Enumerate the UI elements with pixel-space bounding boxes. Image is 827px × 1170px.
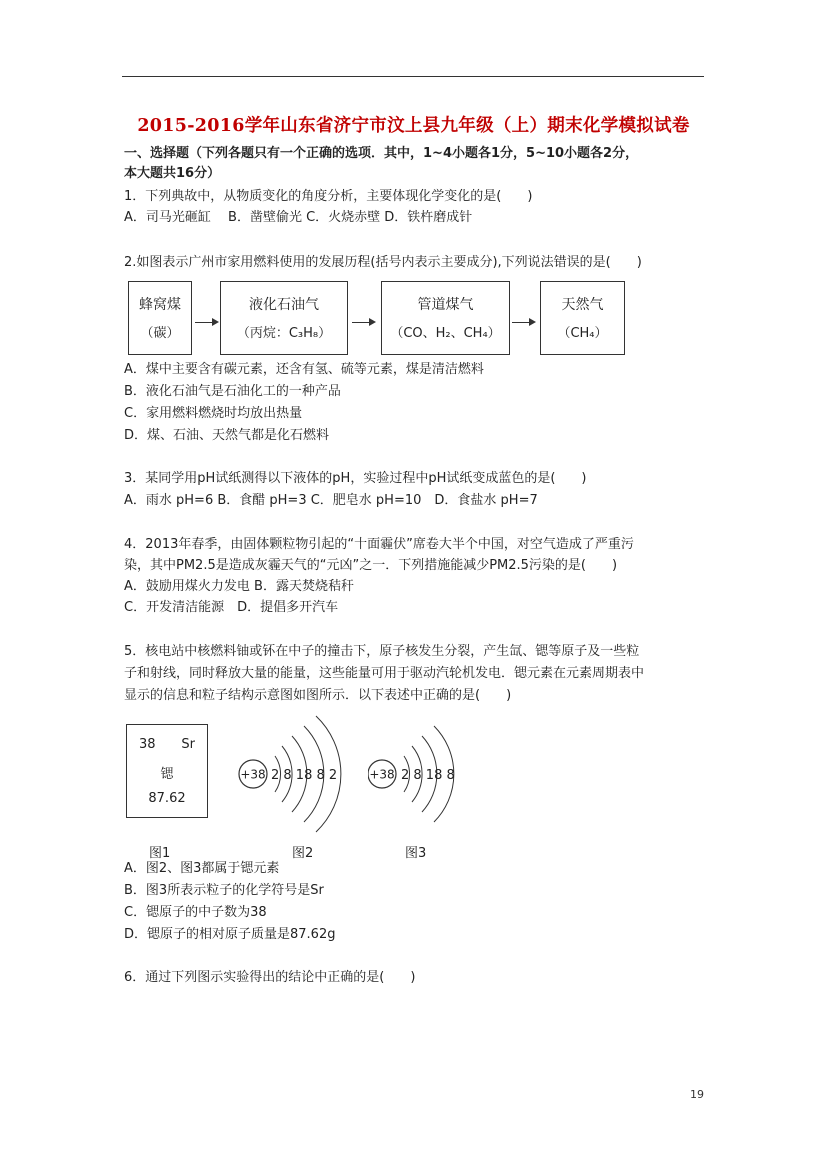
fuel-composition: （碳） xyxy=(140,326,180,341)
electron-counts: 2 8 18 8 xyxy=(401,768,455,783)
fuel-box-natural-gas xyxy=(540,281,625,355)
q3-options: A．雨水 pH=6 B．食醋 pH=3 C．肥皂水 pH=10 D．食盐水 pH=7 xyxy=(124,493,538,508)
q6-stem: 6．通过下列图示实验得出的结论中正确的是( ) xyxy=(124,970,416,985)
q2-option-a: A．煤中主要含有碳元素，还含有氢、硫等元素，煤是清洁燃料 xyxy=(124,362,484,377)
fuel-composition: （CO、H₂、CH₄） xyxy=(390,326,501,341)
fuel-composition: （CH₄） xyxy=(557,326,608,341)
atomic-mass: 87.62 xyxy=(148,791,186,806)
arrow-icon xyxy=(352,322,374,323)
atom-structure-diagram-fig3 xyxy=(368,712,478,836)
q5-stem-cont2: 显示的信息和粒子结构示意图如图所示．以下表述中正确的是( ) xyxy=(124,688,512,703)
figure-caption-3: 图3 xyxy=(405,846,427,861)
fuel-name: 液化石油气 xyxy=(249,297,319,313)
q4-stem: 4．2013年春季，由固体颗粒物引起的“十面霾伏”席卷大半个中国，对空气造成了严重污 xyxy=(124,537,634,552)
electron-counts: 2 8 18 8 2 xyxy=(271,768,338,783)
figure-caption-1: 图1 xyxy=(149,846,171,861)
q2-option-b: B．液化石油气是石油化工的一种产品 xyxy=(124,384,341,399)
nucleus-charge: +38 xyxy=(240,767,266,782)
fuel-composition: （丙烷：C₃H₈） xyxy=(236,326,332,341)
section-heading: 一、选择题（下列各题只有一个正确的选项．其中，1~4小题各1分，5~10小题各2分， xyxy=(124,146,639,161)
page-title: 2015-2016学年山东省济宁市汶上县九年级（上）期末化学模拟试卷 xyxy=(137,116,690,136)
section-heading-cont: 本大题共16分） xyxy=(124,166,221,181)
q2-stem: 2.如图表示广州市家用燃料使用的发展历程(括号内表示主要成分),下列说法错误的是( ) xyxy=(124,255,642,270)
q5-option-b: B．图3所表示粒子的化学符号是Sr xyxy=(124,883,324,898)
fuel-box-honeycomb-coal xyxy=(128,281,192,355)
fuel-name: 天然气 xyxy=(561,297,604,313)
fuel-name: 蜂窝煤 xyxy=(139,297,181,313)
q5-option-c: C．锶原子的中子数为38 xyxy=(124,905,267,920)
q1-options: A．司马光砸缸 B．凿壁偷光 C．火烧赤壁 D．铁杵磨成针 xyxy=(124,210,473,225)
element-name: 锶 xyxy=(160,767,174,782)
q5-stem: 5．核电站中核燃料铀或钚在中子的撞击下，原子核发生分裂，产生氙、锶等原子及一些粒 xyxy=(124,644,640,659)
figure-caption-2: 图2 xyxy=(292,846,314,861)
arrow-icon xyxy=(512,322,534,323)
header-rule xyxy=(122,76,704,77)
fuel-box-lpg xyxy=(220,281,348,355)
atomic-number: 38 xyxy=(139,737,156,752)
fuel-name: 管道煤气 xyxy=(417,297,474,313)
nucleus-charge: +38 xyxy=(369,767,395,782)
element-symbol: Sr xyxy=(181,737,195,752)
fuel-box-pipeline-gas xyxy=(381,281,510,355)
q5-stem-cont: 子和射线，同时释放大量的能量，这些能量可用于驱动汽轮机发电．锶元素在元素周期表中 xyxy=(124,666,645,681)
q5-option-d: D．锶原子的相对原子质量是87.62g xyxy=(124,927,336,942)
q4-options-cd: C．开发清洁能源 D．提倡多开汽车 xyxy=(124,600,339,615)
q2-option-c: C．家用燃料燃烧时均放出热量 xyxy=(124,406,303,421)
page-number: 19 xyxy=(690,1088,704,1101)
q4-stem-cont: 染，其中PM2.5是造成灰霾天气的“元凶”之一．下列措施能减少PM2.5污染的是( ) xyxy=(124,558,618,573)
q3-stem: 3．某同学用pH试纸测得以下液体的pH，实验过程中pH试纸变成蓝色的是( ) xyxy=(124,471,587,486)
q4-options-ab: A．鼓励用煤火力发电 B．露天焚烧秸秆 xyxy=(124,579,354,594)
q1-stem: 1．下列典故中，从物质变化的角度分析，主要体现化学变化的是( ) xyxy=(124,189,533,204)
atom-structure-diagram-fig2 xyxy=(230,712,350,836)
q2-option-d: D．煤、石油、天然气都是化石燃料 xyxy=(124,428,330,443)
periodic-table-cell xyxy=(126,724,208,818)
arrow-icon xyxy=(195,322,217,323)
q5-option-a: A．图2、图3都属于锶元素 xyxy=(124,861,280,876)
